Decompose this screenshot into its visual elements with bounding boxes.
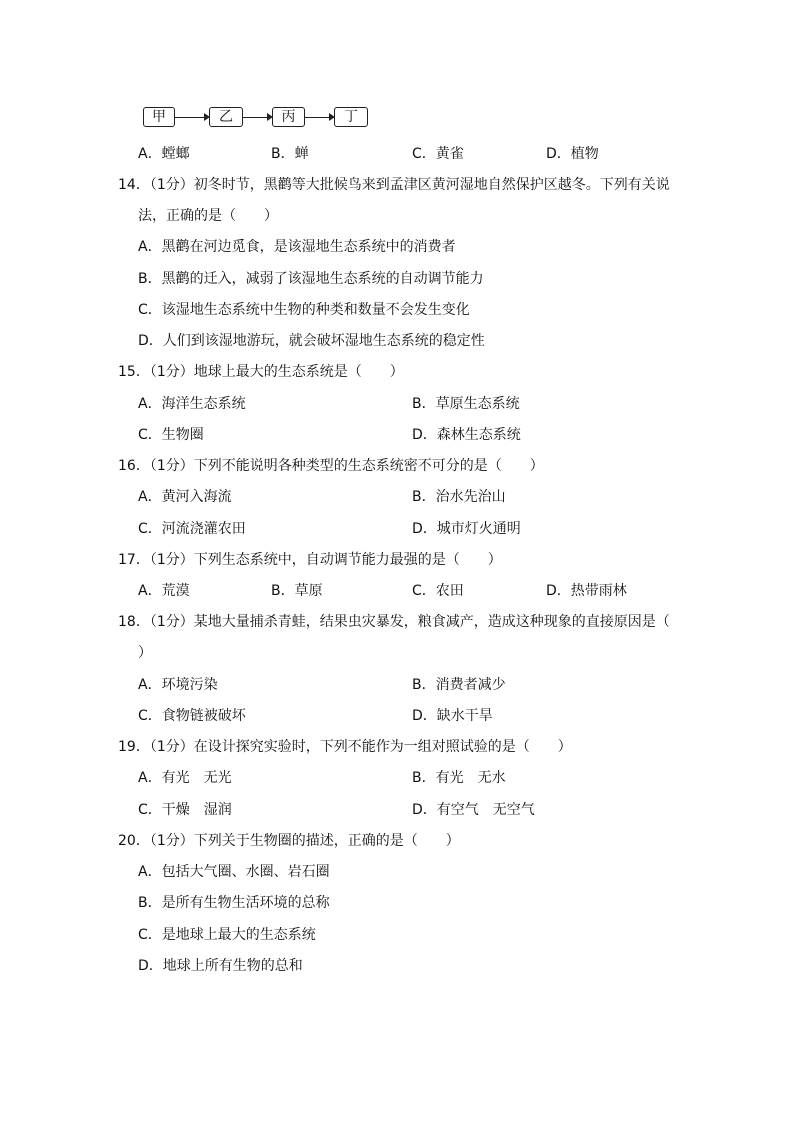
q16-option-a: A．黄河入海流: [138, 489, 232, 505]
q17-option-c: C．农田: [412, 583, 464, 599]
q20-option-b: B．是所有生物生活环境的总称: [138, 895, 330, 911]
q18-stem-line1: 18．（1分）某地大量捕杀青蛙，结果虫灾暴发，粮食减产，造成这种现象的直接原因是（: [118, 614, 670, 630]
q18-option-b: B．消费者减少: [412, 677, 506, 693]
q13-option-d: D．植物: [546, 146, 599, 162]
q20-option-c: C．是地球上最大的生态系统: [138, 927, 316, 943]
q16-option-d: D．城市灯火通明: [412, 521, 521, 537]
q15-stem: 15．（1分）地球上最大的生态系统是（ ）: [118, 364, 404, 380]
q19-option-c: C．干燥 湿润: [138, 802, 232, 818]
q16-option-b: B．治水先治山: [412, 489, 506, 505]
q15-option-a: A．海洋生态系统: [138, 396, 246, 412]
q15-option-c: C．生物圈: [138, 427, 204, 443]
chain-node-2: 乙: [209, 107, 243, 127]
q20-option-d: D．地球上所有生物的总和: [138, 958, 303, 974]
q19-option-a: A．有光 无光: [138, 770, 232, 786]
q15-option-d: D．森林生态系统: [412, 427, 521, 443]
chain-arrow-3: [305, 117, 333, 118]
q17-option-d: D．热带雨林: [546, 583, 627, 599]
q14-stem-line1: 14．（1分）初冬时节，黑鹳等大批候鸟来到孟津区黄河湿地自然保护区越冬。下列有关说: [118, 177, 670, 193]
q13-option-a: A．螳螂: [138, 146, 190, 162]
q19-option-b: B．有光 无水: [412, 770, 506, 786]
q17-option-b: B．草原: [271, 583, 323, 599]
q16-stem: 16．（1分）下列不能说明各种类型的生态系统密不可分的是（ ）: [118, 458, 544, 474]
chain-node-1: 甲: [143, 107, 175, 127]
q14-option-b: B．黑鹳的迁入，减弱了该湿地生态系统的自动调节能力: [138, 271, 484, 287]
chain-node-3: 丙: [272, 107, 305, 127]
q14-option-d: D．人们到该湿地游玩，就会破坏湿地生态系统的稳定性: [138, 333, 485, 349]
chain-arrow-2: [243, 117, 271, 118]
q14-option-a: A．黑鹳在河边觅食，是该湿地生态系统中的消费者: [138, 239, 456, 255]
q13-option-b: B．蝉: [271, 146, 309, 162]
q18-option-c: C．食物链被破坏: [138, 708, 246, 724]
q18-option-d: D．缺水干旱: [412, 708, 493, 724]
q17-stem: 17．（1分）下列生态系统中，自动调节能力最强的是（ ）: [118, 552, 502, 568]
q14-stem-line2: 法，正确的是（ ）: [138, 208, 278, 224]
q18-option-a: A．环境污染: [138, 677, 218, 693]
q14-option-c: C．该湿地生态系统中生物的种类和数量不会发生变化: [138, 302, 470, 318]
q15-option-b: B．草原生态系统: [412, 396, 520, 412]
q19-stem: 19．（1分）在设计探究实验时，下列不能作为一组对照试验的是（ ）: [118, 739, 572, 755]
q13-option-c: C．黄雀: [412, 146, 464, 162]
q19-option-d: D．有空气 无空气: [412, 802, 535, 818]
q18-stem-line2: ）: [138, 645, 152, 661]
q20-stem: 20．（1分）下列关于生物圈的描述，正确的是（ ）: [118, 833, 460, 849]
chain-arrow-1: [175, 117, 208, 118]
q20-option-a: A．包括大气圈、水圈、岩石圈: [138, 864, 330, 880]
chain-node-4: 丁: [334, 107, 368, 127]
q17-option-a: A．荒漠: [138, 583, 190, 599]
q16-option-c: C．河流浇灌农田: [138, 521, 246, 537]
